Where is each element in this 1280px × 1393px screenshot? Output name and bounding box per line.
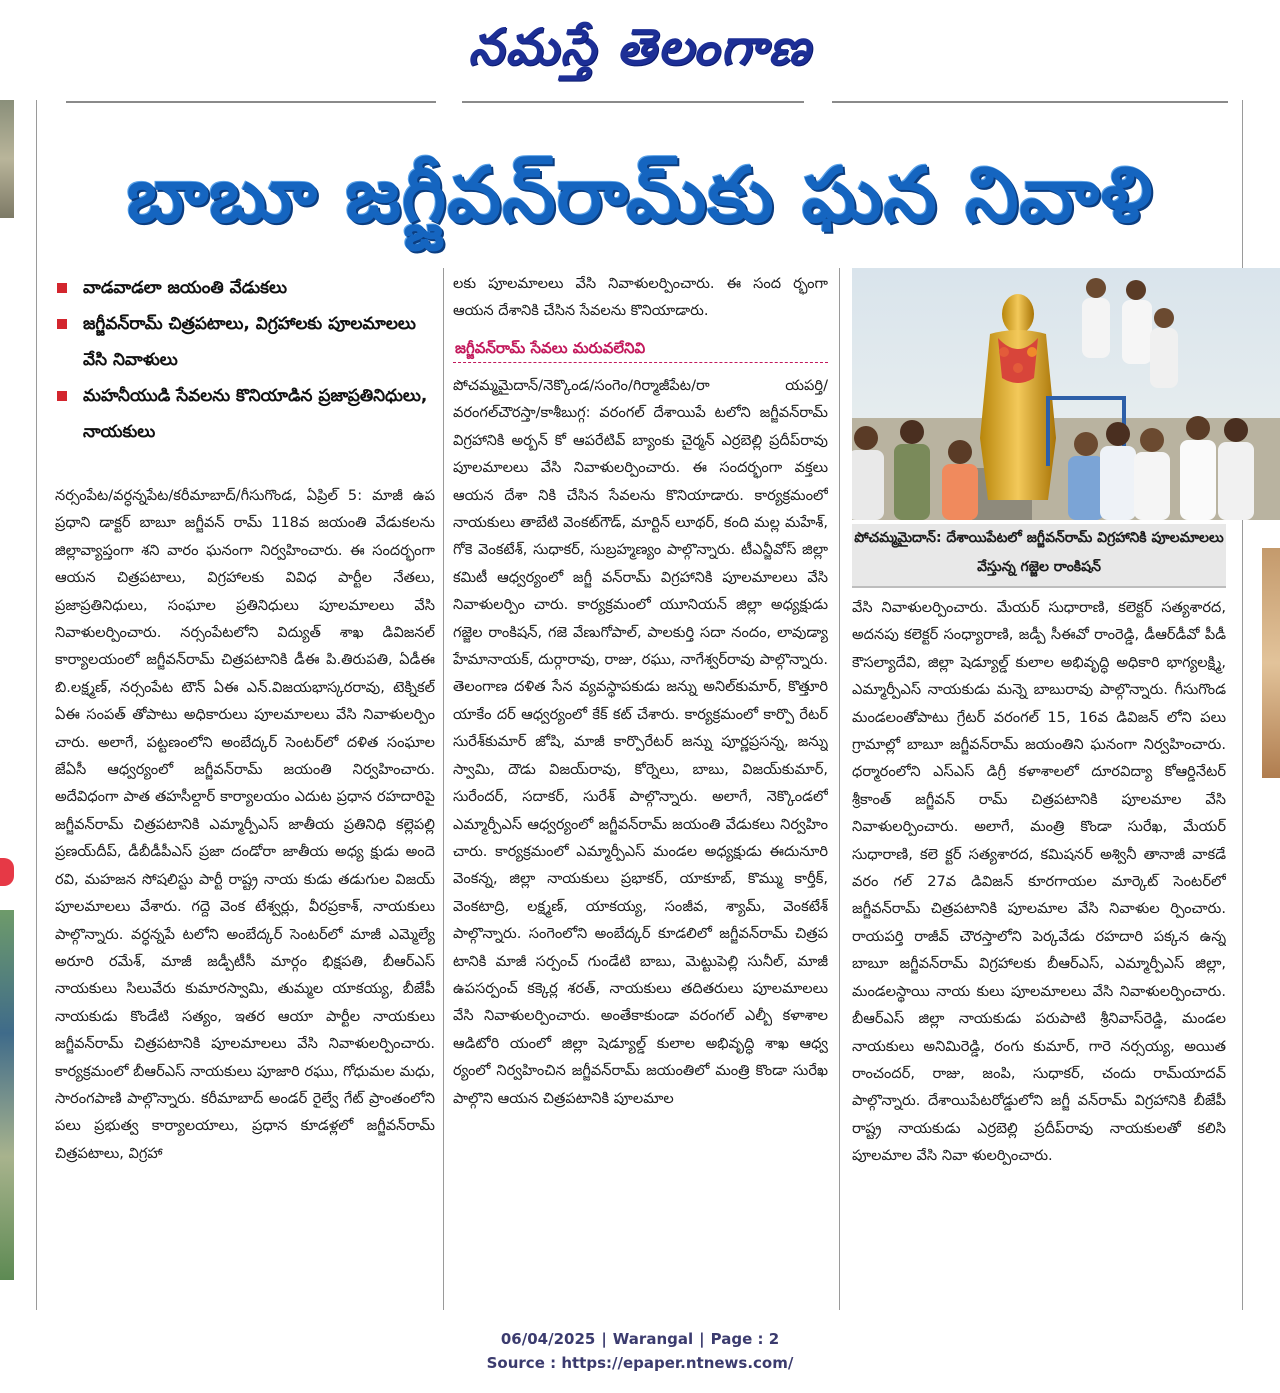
top-rule-left: [66, 101, 436, 103]
footer-page: Page : 2: [710, 1330, 780, 1348]
column-2-text: పోచమ్మమైదాన్/నెక్కొండ/సంగెం/గిర్మాజీపేట/రా యపర్తి/వరంగల్‌చౌరస్తా/కాశీబుగ్గ: వరంగల్ దేశాయిపే టలోని జగ్జీవన్‌రామ్ విగ్రహానికి అర్బన్ కో ఆపరేటివ్ బ్యాంకు చైర్మన్ ఎర్రబెల్లి ప్రదీప్‌రావు పూలమాలలు వేసి నివాళులర్పించారు. ఈ సందర్భంగా వక్తలు ఆయన దేశా నికి చేసిన సేవలను కొనియాడారు. కార్యక్రమంలో నాయకులు తాబేటి వెంకట్‌గౌడ్, మార్టిన్ లూథర్, కంది మల్ల మహేశ్, గోకె వెంకటేశ్, సుధాకర్, సుబ్రహ్మణ్యం పాల్గొన్నారు. టీఎన్జీవోస్ జిల్లా కమిటీ ఆధ్వర్యంలో జగ్జీ వన్‌రామ్ విగ్రహానికి పూలమాలలు వేసి నివాళులర్పిం చారు. కార్యక్రమంలో యూనియన్ జిల్లా అధ్యక్షుడు గజ్జెల రాంకిషన్, గజె వేణుగోపాల్, పాలకుర్తి సదా నందం, లావుడ్యా హేమానాయక్, దుర్గారావు, రాజు, రఘు, నాగేశ్వర్‌రావు పాల్గొన్నారు. తెలంగాణ దళిత సేన వ్యవస్థాపకుడు జన్ను అనిల్‌కుమార్, కొత్తూరి యాకేం దర్ ఆధ్వర్యంలో కేక్ కట్ చేశారు. కార్యక్రమంలో కార్పొ రేటర్ సురేశ్‌కుమార్ జోషి, మాజీ కార్పొరేటర్ జన్ను పూర్ణప్రసన్న, జన్ను స్వామి, దౌడు విజయ్‌రావు, కోర్నెలు, బాబు, విజయ్‌కుమార్, సురేందర్, సదాకర్, సురేశ్ పాల్గొన్నారు. అలాగే, నెక్కొండలో ఎమ్మార్పీఎస్ ఆధ్వర్యంలో జగ్జీవన్‌రామ్ జయంతి వేడుకలు నిర్వహిం చారు. కార్యక్రమంలో ఎమ్మార్పీఎస్ మండల అధ్యక్షుడు ఈదునూరి వెంకన్న, జిల్లా నాయకులు ప్రభాకర్, యాకూబ్, కొమ్ము కార్తీక్, వెంకటాద్రి, లక్ష్మణ్, యాకయ్య, సంజీవ, శ్యామ్, వెంకటేశ్ పాల్గొన్నారు. సంగెంలోని అంబేద్కర్ కూడలిలో జగ్జీవన్‌రామ్ చిత్రప టానికి మాజీ సర్పంచ్ గుండేటి బాబు, మెట్టుపెల్లి సునీల్, మాజీ ఉపసర్పంచ్ కక్కెర్ల శరత్, నాయకులు తదితరులు పూలమాలలు వేసి నివాళులర్పించారు. అంతేకాకుండా వరంగల్ ఎల్బీ కళాశాల ఆడిటోరి యంలో జిల్లా షెడ్యూల్డ్ కులాల అభివృద్ధి శాఖ ఆధ్వ ర్యంలో నిర్వహించిన జగ్జీవన్‌రామ్ జయంతిలో మంత్రి కొండా సురేఖ పాల్గొని ఆయన చిత్రపటానికి పూలమాల: [453, 377, 828, 1107]
headline-text: బాబూ జగ్జీవన్‌రామ్‌కు ఘన నివాళి: [126, 150, 1154, 239]
photo-caption: పోచమ్మమైదాన్: దేశాయిపేటలో జగ్జీవన్‌రామ్ విగ్రహానికి పూలమాలలు వేస్తున్న గజ్జెల రాంకిషన్: [852, 524, 1226, 588]
newspaper-title: నమస్తే తెలంగాణ: [468, 17, 812, 76]
bullet-text: మహనీయుడి సేవలను కొనియాడిన ప్రజాప్రతినిధులు, నాయకులు: [83, 386, 428, 442]
right-edge-photo: [1262, 548, 1280, 778]
bullet-square-icon: [57, 319, 67, 329]
photo-illustration: [852, 268, 1280, 520]
highlight-bullets: [55, 270, 435, 450]
footer-edition-line: [0, 1327, 1280, 1351]
outer-rule-left: [36, 100, 37, 1310]
bullet-item: [55, 378, 435, 450]
column-1-text: నర్సంపేట/వర్ధన్నపేట/కరీమాబాద్/గీసుగొండ, ఏప్రిల్ 5: మాజీ ఉప ప్రధాని డాక్టర్ బాబూ జగ్జీవన్ రామ్ 118వ జయంతి వేడుకలను జిల్లావ్యాప్తంగా శని వారం ఘనంగా నిర్వహించారు. ఈ సందర్భంగా ఆయన చిత్రపటాలు, విగ్రహాలకు వివిధ పార్టీల నేతలు, ప్రజాప్రతినిధులు, సంఘాల ప్రతినిధులు పూలమాలలు వేసి నివాళులర్పించారు. నర్సంపేటలోని విద్యుత్ శాఖ డివిజనల్ కార్యాలయంలో జగ్జీవన్‌రామ్ చిత్రపటానికి డీఈ పి.తిరుపతి, ఏడీఈ బి.లక్ష్మణ్, నర్సంపేట టౌన్ ఏఈ ఎన్.విజయభాస్కరరావు, టెక్నికల్ ఏఈ సంపత్ తోపాటు అధికారులు పూలమాలలు వేసి నివాళులర్పిం చారు. అలాగే, పట్టణంలోని అంబేద్కర్ సెంటర్‌లో దళిత సంఘాల జేఏసీ ఆధ్వర్యంలో జగ్జీవన్‌రామ్ జయంతి నిర్వహించారు. అదేవిధంగా పాత తహసీల్దార్ కార్యాలయం ఎదుట ప్రధాన రహదారిపై జగ్జీవన్‌రామ్ చిత్రపటానికి ఎమ్మార్పీఎస్ జాతీయ ప్రతినిధి కల్లెపల్లి ప్రణయ్‌దీప్, డీబీడీపీఎస్ ప్రజా దండోరా జాతీయ అధ్య క్షుడు అందె రవి, మహజన సోషలిస్టు పార్టీ రాష్ట్ర నాయ కుడు తడుగుల విజయ్ పూలమాలలు వేశారు. గద్దె వెంక టేశ్వర్లు, వీరప్రకాశ్, నాయకులు పాల్గొన్నారు. వర్ధన్నపే టలోని అంబేద్కర్ సెంటర్‌లో మాజీ ఎమ్మెల్యే అరూరి రమేశ్, మాజీ జడ్పీటీసీ మార్గం భిక్షపతి, బీఆర్‌ఎస్ నాయకులు సిలువేరు కుమారస్వామి, తుమ్మల యాకయ్య, బీజేపీ నాయకుడు కొండేటి సత్యం, ఇతర ఆయా పార్టీల నాయకులు జగ్జీవన్‌రామ్ చిత్రపటానికి పూలమాలలు వేసి నివాళులర్పించారు. కార్యక్రమంలో బీఆర్‌ఎస్ నాయకులు పూజారి రఘు, గోధుమల మధు, సారంగపాణి పాల్గొన్నారు. కరీమాబాద్ అండర్ రైల్వే గేట్ ప్రాంతంలోని పలు ప్రభుత్వ కార్యాలయాలు, ప్రధాన కూడళ్లలో జగ్జీవన్‌రామ్ చిత్రపటాలు, విగ్రహా: [55, 487, 435, 1162]
bullet-text: జగ్జీవన్‌రామ్ చిత్రపటాలు, విగ్రహాలకు పూలమాలలు వేసి నివాళులు: [83, 314, 416, 370]
masthead: [300, 8, 980, 86]
bullet-item: [55, 270, 435, 306]
article-column-3: [852, 594, 1226, 1294]
subheading: జగ్జీవన్‌రామ్ సేవలు మరువలేనివి: [453, 333, 828, 363]
left-edge-photo: [0, 100, 14, 218]
left-edge-strip: [0, 100, 14, 1310]
article-photo: [852, 268, 1280, 520]
article-column-1: [55, 482, 435, 1292]
column-3-text: వేసి నివాళులర్పించారు. మేయర్ సుధారాణి, కలెక్టర్ సత్యశారద, అదనపు కలెక్టర్ సంధ్యారాణి, జడ్పీ సీఈవో రాంరెడ్డి, డీఆర్‌డీవో పీడీ కౌసల్యాదేవి, జిల్లా షెడ్యూల్డ్ కులాల అభివృద్ధి అధికారి భాగ్యలక్ష్మి, ఎమ్మార్పీఎస్ నాయకుడు మన్నె బాబురావు పాల్గొన్నారు. గీసుగొండ మండలంతోపాటు గ్రేటర్ వరంగల్ 15, 16వ డివిజన్ లోని పలు గ్రామాల్లో బాబూ జగ్జీవన్‌రామ్ జయంతిని ఘనంగా నిర్వహించారు. ధర్మారంలోని ఎస్‌ఎస్ డిగ్రీ కళాశాలలో దూరవిద్యా కోఆర్డినేటర్ శ్రీకాంత్ జగ్జీవన్ రామ్ చిత్రపటానికి పూలమాల వేసి నివాళులర్పించారు. అలాగే, మంత్రి కొండా సురేఖ, మేయర్ సుధారాణి, కలె క్టర్ సత్యశారద, కమిషనర్ అశ్వినీ తానాజీ వాకడే వరం గల్ 27వ డివిజన్ కూరగాయల మార్కెట్ సెంటర్‌లో జగ్జీవన్‌రామ్ చిత్రపటానికి పూలమాల వేసి నివాళుల ర్పించారు. రాయపర్తి రాజీవ్ చౌరస్తాలోని పెర్కవేడు రహదారి పక్కన ఉన్న బాబూ జగ్జీవన్‌రామ్ విగ్రహాలకు బీఆర్‌ఎస్, ఎమ్మార్పీఎస్ జిల్లా, మండలస్థాయి నాయ కులు పూలమాలలు వేసి నివాళులర్పించారు. బీఆర్‌ఎస్ జిల్లా నాయకుడు పరుపాటి శ్రీనివాస్‌రెడ్డి, మండల నాయకులు అనిమిరెడ్డి, రంగు కుమార్, గారె నర్సయ్య, అయిత రాంచందర్, రాజు, జంపి, సుధాకర్, చందు రామ్‌యాదవ్ పాల్గొన్నారు. దేశాయిపేటరోడ్డులోని జగ్జీ వన్‌రామ్ విగ్రహానికి బీజేపీ రాష్ట్ర నాయకుడు ఎర్రబెల్లి ప్రదీప్‌రావు నాయకులతో కలిసి పూలమాల వేసి నివా ళులర్పించారు.: [852, 599, 1226, 1165]
column-2-lead-text: లకు పూలమాలలు వేసి నివాళులర్పించారు. ఈ సంద ర్భంగా ఆయన దేశానికి చేసిన సేవలను కొనియాడారు.: [453, 275, 828, 320]
column-separator-2: [839, 268, 840, 1310]
headline: [40, 140, 1240, 250]
footer-separator: |: [699, 1330, 705, 1348]
footer-separator: |: [601, 1330, 607, 1348]
footer-date: 06/04/2025: [500, 1330, 596, 1348]
left-edge-accent: [0, 858, 14, 886]
bullet-square-icon: [57, 391, 67, 401]
footer-source[interactable]: Source : https://epaper.ntnews.com/: [486, 1354, 794, 1372]
bullet-item: [55, 306, 435, 378]
footer-edition: Warangal: [612, 1330, 694, 1348]
top-rule-middle: [462, 101, 804, 103]
bullet-square-icon: [57, 283, 67, 293]
left-edge-photo-2: [0, 910, 14, 1280]
article-column-2: [453, 372, 828, 1294]
top-rule-right: [832, 101, 1228, 103]
page-footer: [0, 1327, 1280, 1375]
column-separator-1: [443, 268, 444, 1310]
article-column-2-top: [453, 270, 828, 328]
bullet-text: వాడవాడలా జయంతి వేడుకలు: [83, 278, 287, 298]
